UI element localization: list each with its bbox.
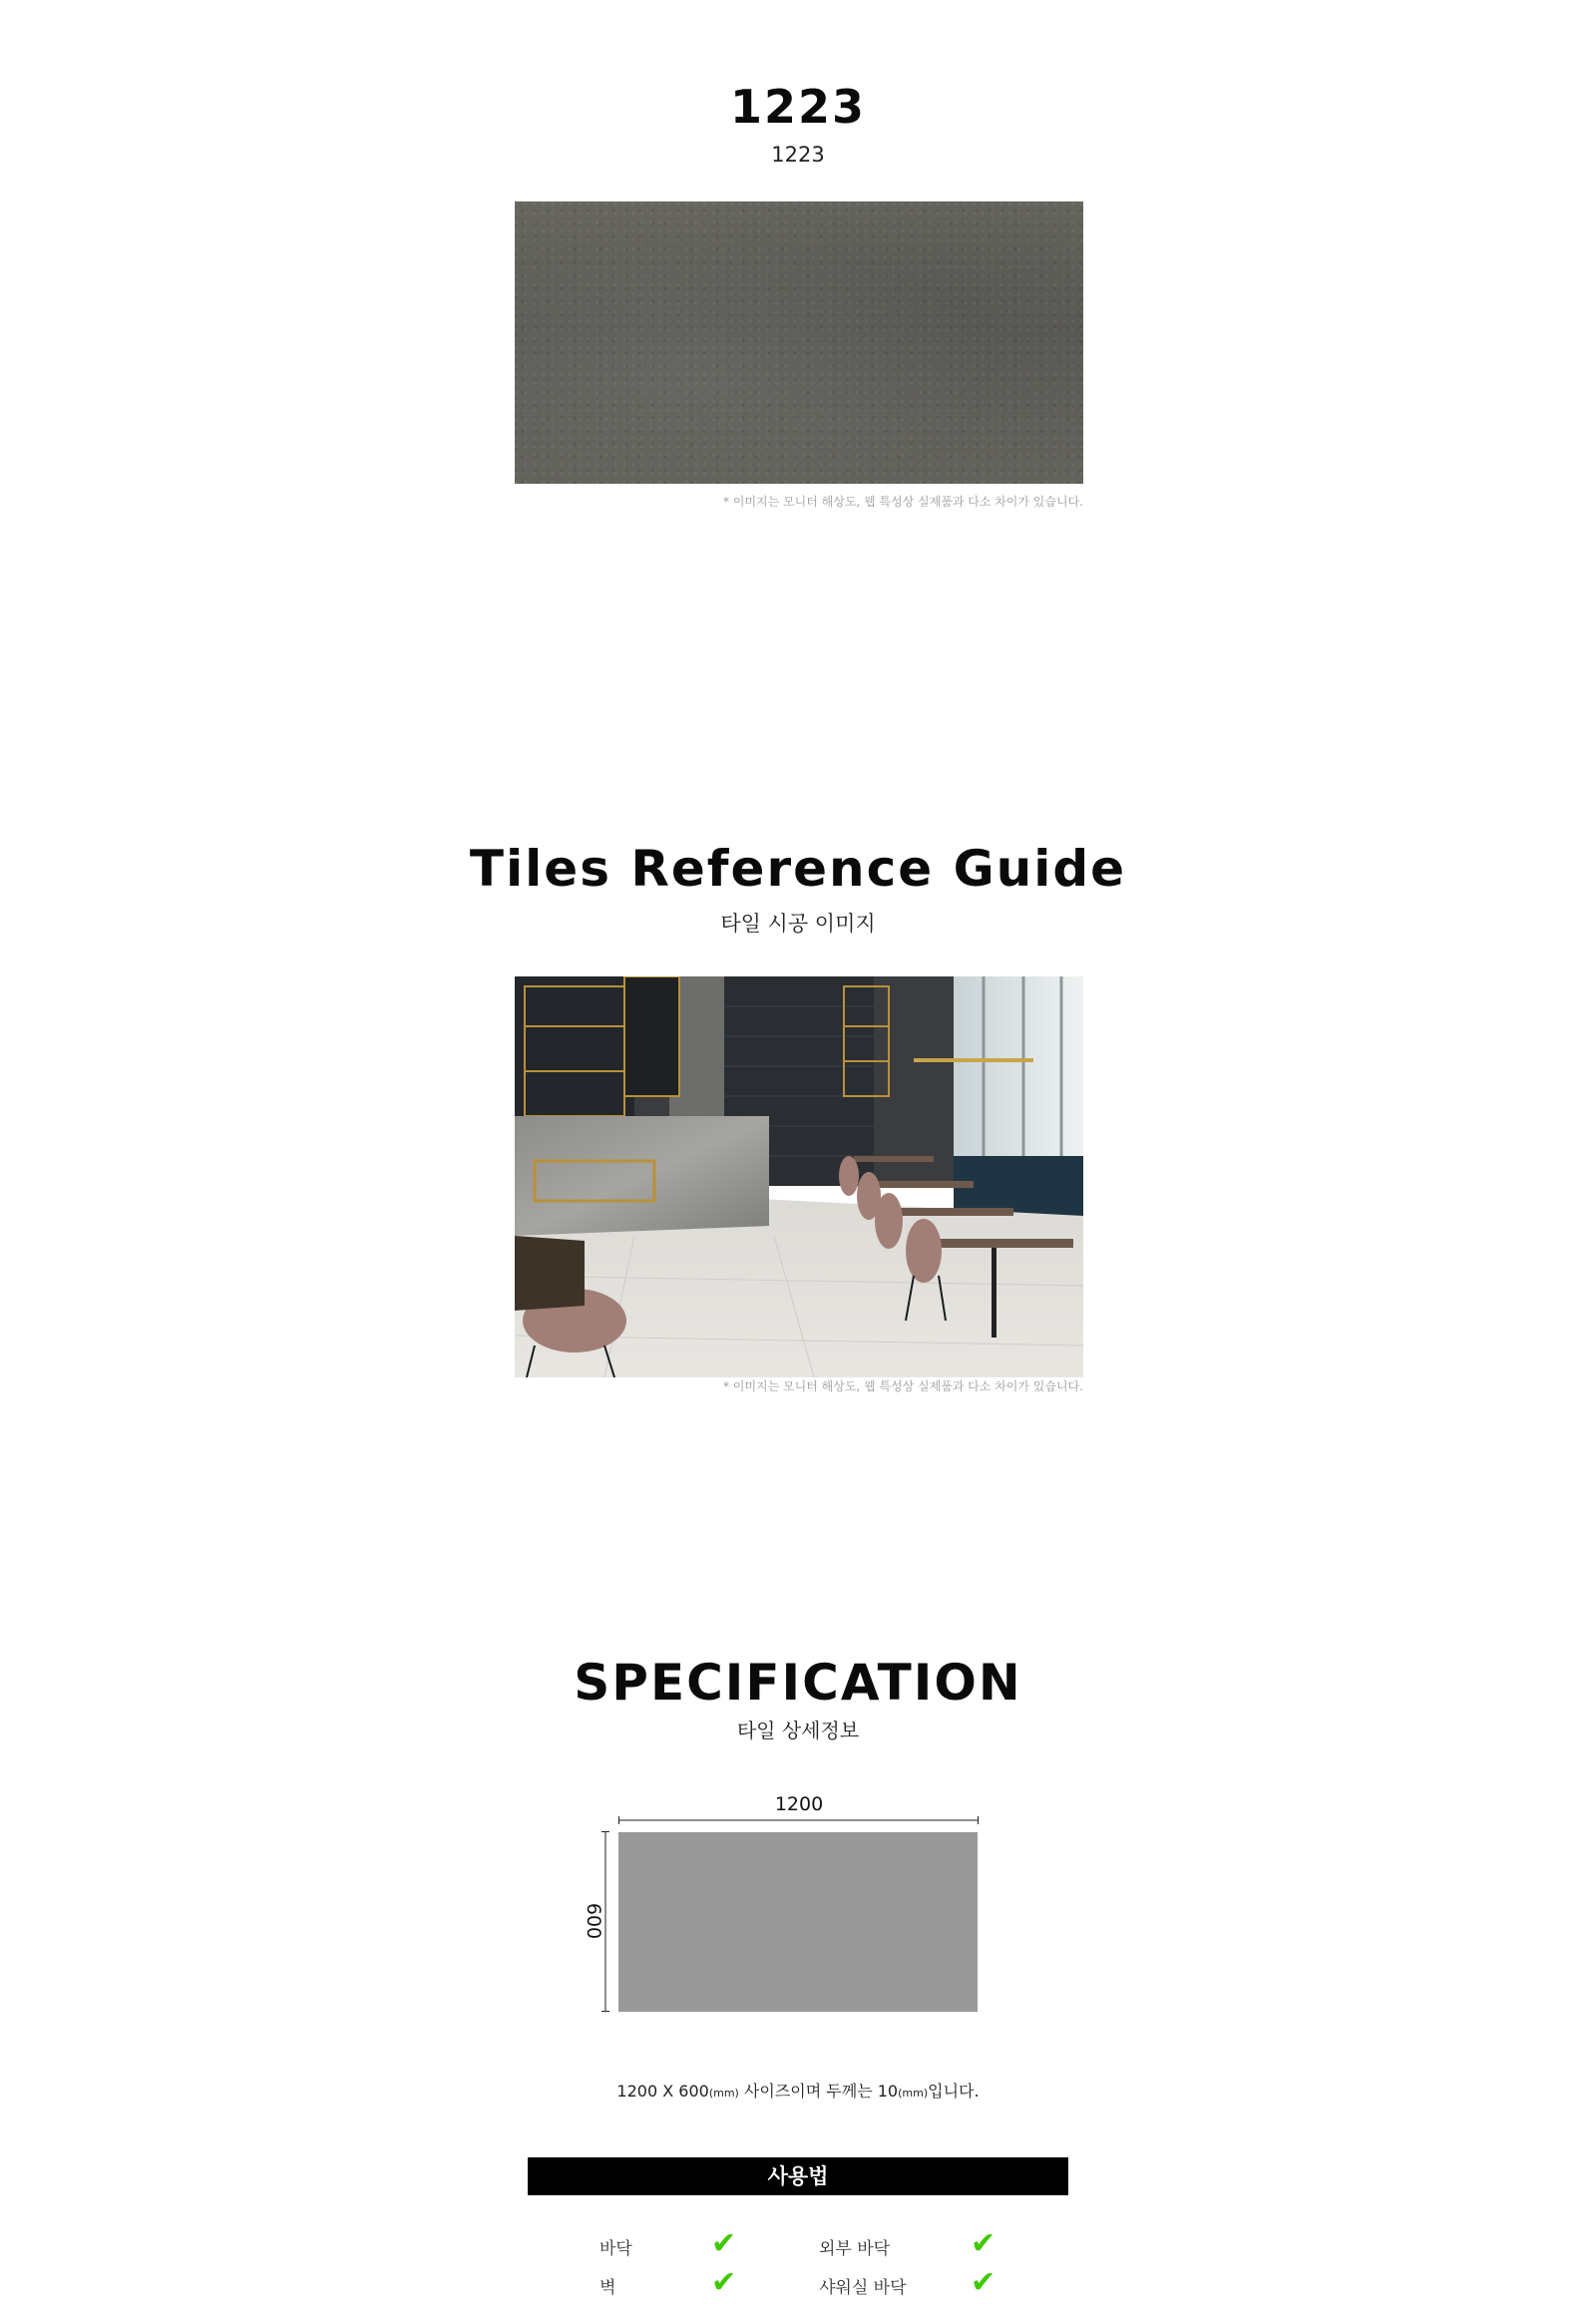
dimension-height-label: 600	[583, 1902, 604, 1940]
usage-item-wall: 벽	[599, 2278, 616, 2298]
specification-title: SPECIFICATION	[574, 1654, 1022, 1712]
dimension-width-line	[618, 1816, 979, 1824]
note-end: 입니다.	[928, 2082, 980, 2101]
note-size: 1200 X 600	[616, 2082, 709, 2101]
note-unit: (mm)	[708, 2087, 739, 2100]
product-subtitle: 1223	[771, 143, 825, 167]
image-disclaimer: * 이미지는 모니터 해상도, 웹 특성상 실제품과 다소 차이가 있습니다.	[723, 1379, 1083, 1393]
image-disclaimer: * 이미지는 모니터 해상도, 웹 특성상 실제품과 다소 차이가 있습니다.	[723, 495, 1083, 509]
interior-reference-image	[515, 976, 1083, 1377]
note-mid: 사이즈이며 두께는 10	[738, 2082, 899, 2101]
usage-item-floor: 바닥	[599, 2239, 632, 2259]
dimension-width-label: 1200	[774, 1793, 824, 1815]
usage-item-shower-floor: 샤워실 바닥	[819, 2278, 907, 2298]
tile-swatch-image	[515, 201, 1083, 484]
product-title: 1223	[729, 80, 867, 134]
check-icon: ✔	[711, 2226, 737, 2261]
check-icon: ✔	[971, 2226, 997, 2261]
guide-title: Tiles Reference Guide	[469, 840, 1127, 898]
check-icon: ✔	[711, 2265, 737, 2300]
tile-size-diagram	[618, 1832, 978, 2012]
usage-item-exterior-floor: 외부 바닥	[819, 2239, 891, 2259]
specification-note	[0, 2079, 1596, 2102]
guide-subtitle: 타일 시공 이미지	[720, 912, 876, 936]
check-icon: ✔	[971, 2265, 997, 2300]
specification-subtitle: 타일 상세정보	[736, 1719, 860, 1742]
usage-header: 사용법	[528, 2157, 1068, 2195]
note-unit: (mm)	[898, 2087, 929, 2100]
